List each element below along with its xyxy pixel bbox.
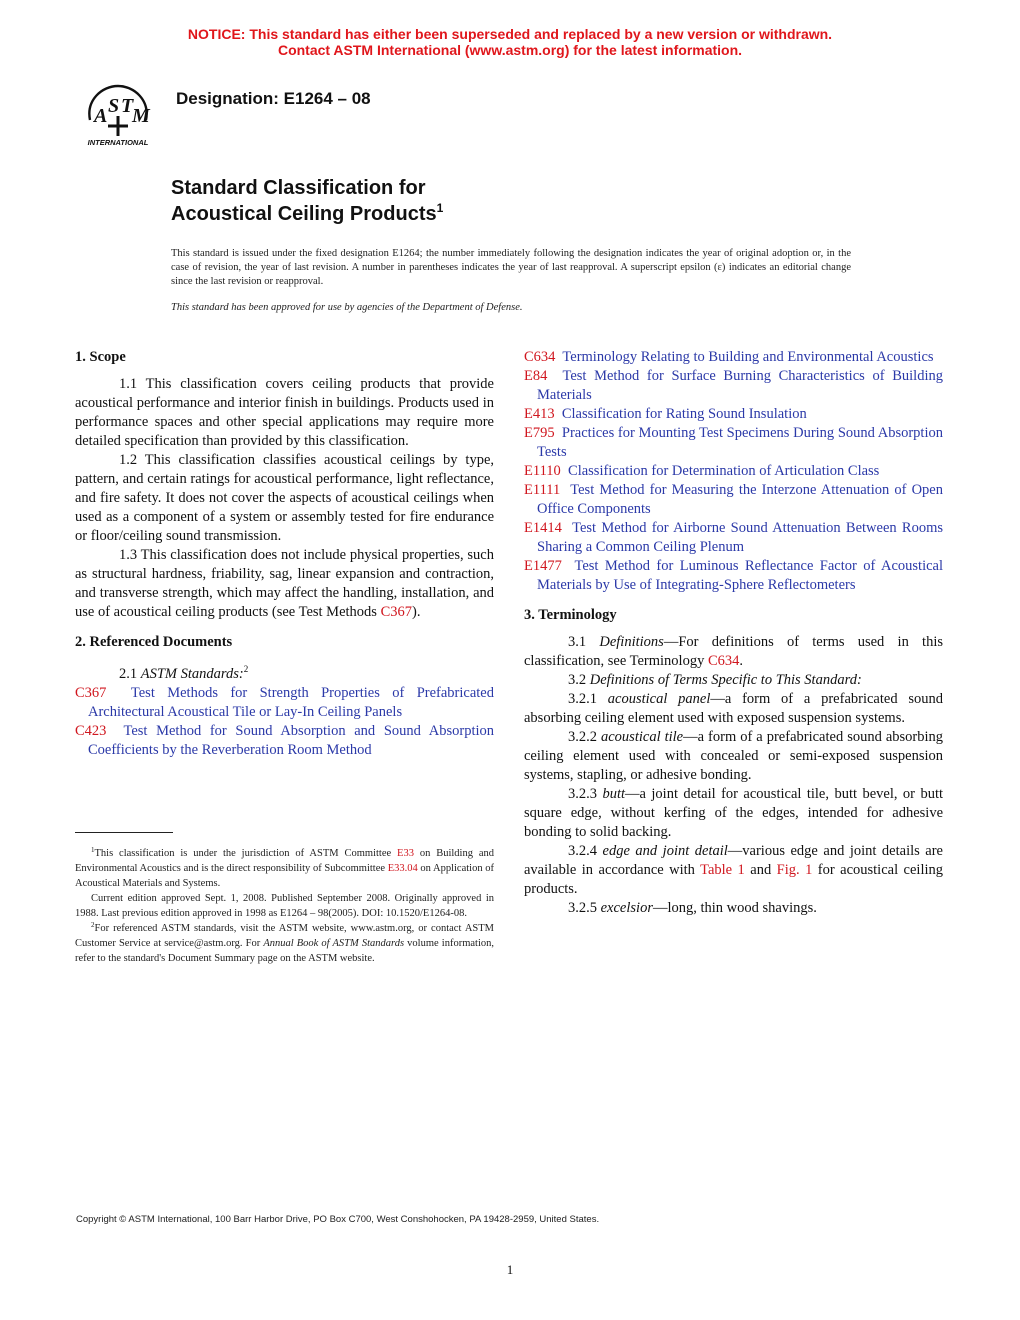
ref-e413[interactable]: E413 Classification for Rating Sound Insulation (524, 406, 807, 422)
designation: Designation: E1264 – 08 (176, 89, 371, 108)
link-e33-04[interactable]: E33.04 (387, 863, 418, 874)
logo-subtitle: INTERNATIONAL (87, 138, 149, 147)
scope-heading: 1. Scope (75, 349, 126, 365)
ref-e84[interactable]: E84 Test Method for Surface Burning Characteristics of Building Materials (524, 368, 943, 403)
title-footnote-ref[interactable]: 1 (436, 201, 444, 215)
left-column (75, 348, 494, 760)
svg-text:M: M (132, 105, 150, 127)
term-3-2-1: 3.2.1 acoustical panel—a form of a prefabricated sound absorbing ceiling element used with exposed suspension systems. (524, 691, 943, 726)
svg-text:T: T (121, 95, 134, 117)
term-3-2-2: 3.2.2 acoustical tile—a form of a prefabricated sound absorbing ceiling element used with concealed or semi-exposed suspension systems, stapling, or adhesive bonding. (524, 729, 944, 783)
ref-e1477[interactable]: E1477 Test Method for Luminous Reflectance Factor of Acoustical Materials by Use of Integrating-Sphere Reflectometers (524, 558, 943, 593)
notice-line-1: NOTICE: This standard has either been superseded and replaced by a new version or withdrawn. (187, 26, 833, 42)
astm-logo-icon (76, 78, 160, 150)
scope-1-2: 1.2 This classification classifies acoustical ceilings by type, pattern, and certain ratings for acoustical performance, light reflectance, and fire safety. It does not cover the aspects of acoustical ceilings when used as a component of a system or assembly tested for fire endurance or floor/ceiling sound transmission. (75, 452, 494, 544)
link-fig-1[interactable]: Fig. 1 (776, 862, 813, 878)
scope-1-3: 1.3 This classification does not include physical properties, such as structural hardness, friability, sag, linear expansion and contraction, and transverse strength, which may affect the handling, installation, and use of acoustical ceiling products (see Test Methods C367). (75, 547, 494, 620)
footnote-divider (75, 832, 173, 833)
title-line-2: Acoustical Ceiling Products$^1$ (171, 201, 444, 225)
page-number: 1 (506, 1262, 514, 1277)
link-table-1[interactable]: Table 1 (700, 862, 745, 878)
footnote-1-edition: Current edition approved Sept. 1, 2008. Published September 2008. Originally approved in 1988. Last previous edition approved in 1998 as E1264 – 98(2005). DOI: 10.1520/E1264-08. (75, 893, 494, 919)
terminology-heading: 3. Terminology (524, 607, 617, 623)
ref-e1414[interactable]: E1414 Test Method for Airborne Sound Attenuation Between Rooms Sharing a Common Ceiling Plenum (524, 520, 943, 555)
ref-c367[interactable]: C367 Test Methods for Strength Properties of Prefabricated Architectural Acoustical Tile or Lay-In Ceiling Panels (75, 684, 494, 720)
notice-line-2: Contact ASTM International (www.astm.org) for the latest information. (277, 42, 743, 58)
issue-note: This standard is issued under the fixed designation E1264; the number immediately following the designation indicates the year of original adoption or, in the case of revision, the year of last revision. A number in parentheses indicates the year of last reapproval. A superscript epsilon (ε) indicates an editorial change since the last revision or reapproval. (171, 248, 851, 287)
term-3-2-4: 3.2.4 edge and joint detail—various edge and joint details are available in accordance with Table 1 and Fig. 1 for acoustical ceiling products. (524, 843, 944, 897)
term-3-1: 3.1 Definitions—For definitions of terms used in this classification, see Terminology C634. (524, 634, 944, 669)
copyright: Copyright © ASTM International, 100 Barr Harbor Drive, PO Box C700, West Conshohocken, PA 19428-2959, United States. (76, 1214, 600, 1225)
ref-e795[interactable]: E795 Practices for Mounting Test Specimens During Sound Absorption Tests (524, 425, 943, 460)
ref-e1111[interactable]: E1111 Test Method for Measuring the Interzone Attenuation of Open Office Components (524, 482, 943, 517)
scope-1-1: 1.1 This classification covers ceiling products that provide acoustical performance and interior finish in buildings. Products used in performance spaces and other special applications may require more detailed specification than provided by this classification. (75, 376, 494, 449)
term-3-2: 3.2 Definitions of Terms Specific to This Standard: (568, 672, 862, 688)
link-e33[interactable]: E33 (397, 848, 414, 859)
svg-text:S: S (108, 95, 120, 117)
svg-text:A: A (94, 105, 108, 127)
footnotes (75, 846, 494, 966)
ref-c423[interactable]: C423 Test Method for Sound Absorption and Sound Absorption Coefficients by the Reverberation Room Method (75, 722, 494, 758)
document-title (171, 175, 443, 227)
ref-c634[interactable]: C634 Terminology Relating to Building and Environmental Acoustics (524, 349, 934, 365)
referenced-heading: 2. Referenced Documents (75, 634, 233, 650)
link-c634[interactable]: C634 (707, 653, 740, 669)
astm-standards-label: 2.1 ASTM Standards:$^2$ (119, 664, 249, 682)
title-line-1: Standard Classification for (171, 177, 426, 199)
right-column (524, 348, 943, 918)
term-3-2-5: 3.2.5 excelsior—long, thin wood shavings. (568, 900, 817, 916)
term-3-2-3: 3.2.3 butt—a joint detail for acoustical tile, butt bevel, or butt square edge, without kerfing of the edges, intended for adhesive bonding to solid backing. (524, 786, 943, 840)
notice-banner (0, 26, 1020, 58)
link-c367[interactable]: C367 (380, 604, 412, 620)
footnote-2: $^2$For referenced ASTM standards, visit the ASTM website, www.astm.org, or contact ASTM Customer Service at service@astm.org. For Annual Book of ASTM Standards volume information, refer to the standard's Document Summary page on the ASTM website. (75, 921, 494, 964)
dod-note: This standard has been approved for use by agencies of the Department of Defense. (171, 302, 523, 313)
footnote-1: $^1$This classification is under the jurisdiction of ASTM Committee E33 on Building and Environmental Acoustics and is the direct responsibility of Subcommittee E33.04 on Application of Acoustical Materials and Systems. (75, 846, 494, 889)
ref-e1110[interactable]: E1110 Classification for Determination of Articulation Class (524, 463, 880, 479)
